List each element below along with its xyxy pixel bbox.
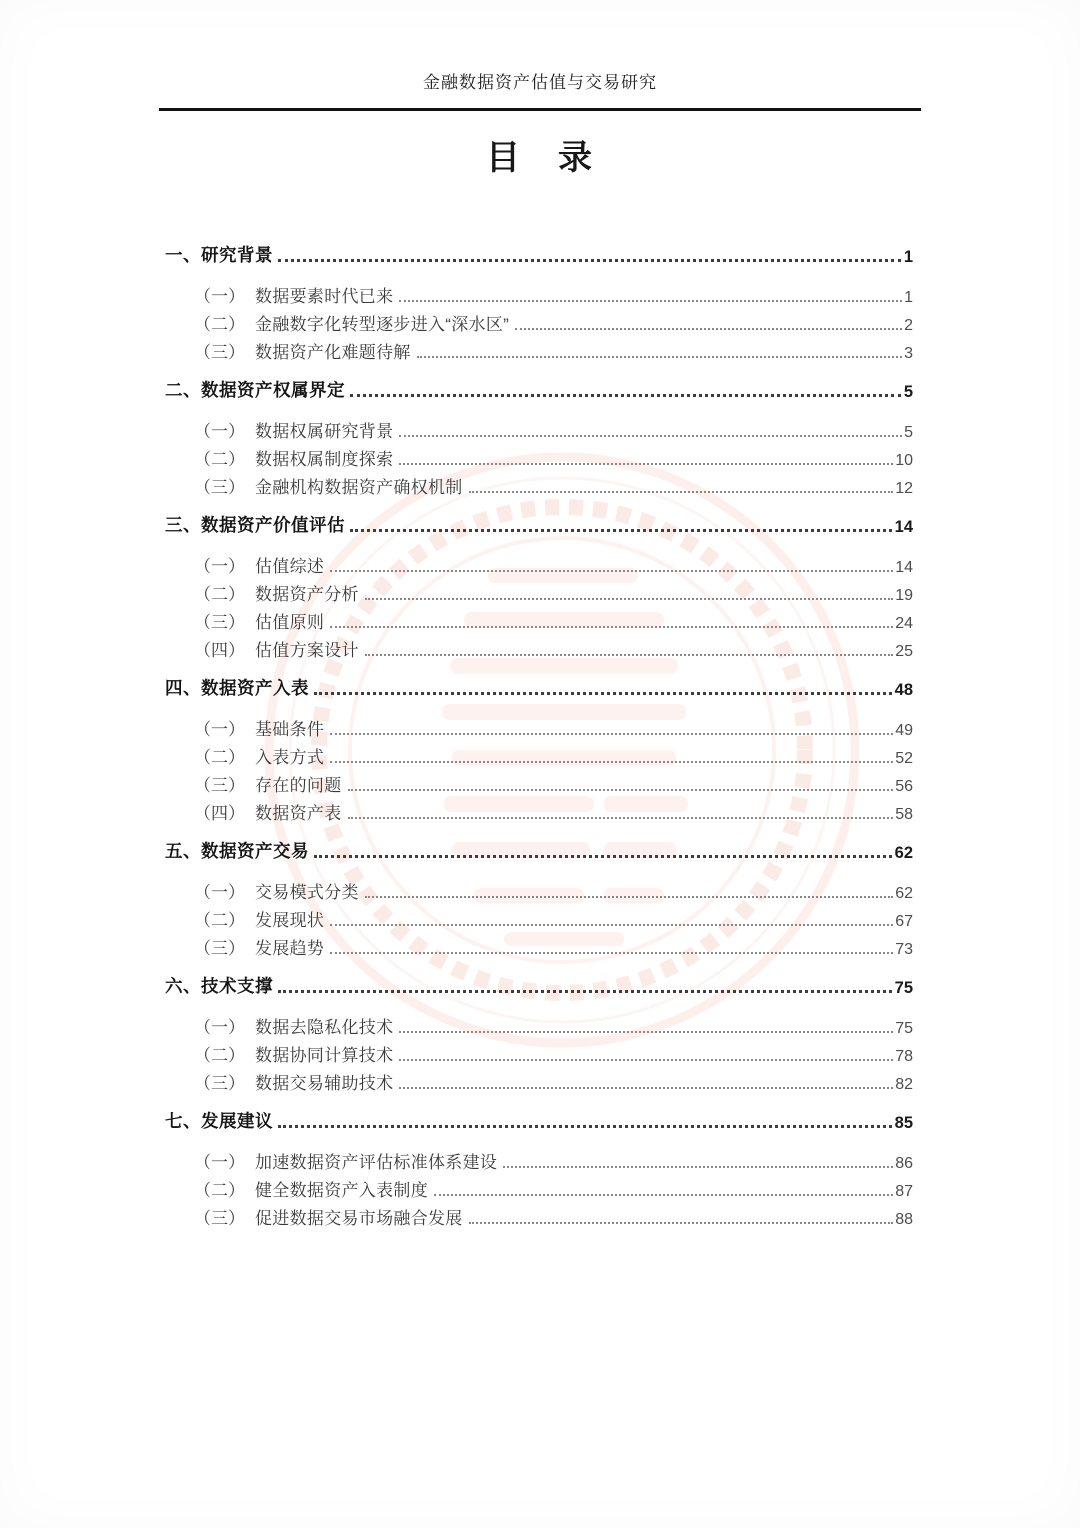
toc-item-page-number: 12: [895, 479, 913, 497]
toc-section-page-number: 62: [894, 843, 913, 862]
dot-leader: [399, 1087, 893, 1089]
toc-item-row: [165, 577, 913, 605]
toc-section-label: 三、数据资产价值评估: [165, 514, 345, 535]
toc-section-label: 一、研究背景: [165, 244, 273, 265]
toc-item-label: 金融机构数据资产确权机制: [255, 477, 463, 497]
toc-item-row: [165, 768, 913, 796]
toc-item-marker: （三）: [194, 612, 245, 632]
toc-item-row: [165, 1201, 913, 1229]
toc-section-items: [165, 1145, 913, 1229]
toc-item-row: [165, 549, 913, 577]
toc-section-heading-row: [165, 509, 913, 537]
toc-section: [165, 374, 913, 498]
toc-item-page-number: 56: [895, 777, 913, 795]
toc-item-label: 数据交易辅助技术: [255, 1073, 394, 1093]
dot-leader: [365, 896, 893, 898]
dot-leader: [314, 855, 892, 858]
toc-section-page-number: 48: [894, 680, 913, 699]
toc-item-label: 发展趋势: [255, 938, 325, 958]
toc-item-page-number: 75: [895, 1019, 913, 1037]
dot-leader: [278, 990, 892, 993]
toc-section-items: [165, 414, 913, 498]
dot-leader: [330, 952, 893, 954]
dot-leader: [350, 394, 901, 397]
toc-item-page-number: 49: [895, 721, 913, 739]
toc-item-page-number: 5: [904, 423, 913, 441]
toc-item-row: [165, 740, 913, 768]
toc-item-label: 估值综述: [255, 556, 325, 576]
toc-section-page-number: 14: [894, 517, 913, 536]
toc-item-label: 交易模式分类: [255, 882, 359, 902]
dot-leader: [330, 733, 893, 735]
toc-item-row: [165, 875, 913, 903]
dot-leader: [399, 1059, 893, 1061]
toc-item-row: [165, 903, 913, 931]
toc-item-marker: （四）: [194, 640, 245, 660]
toc-item-marker: （二）: [194, 910, 245, 930]
toc-item-row: [165, 442, 913, 470]
toc-item-row: [165, 279, 913, 307]
dot-leader: [350, 529, 892, 532]
toc-section-label: 二、数据资产权属界定: [165, 379, 345, 400]
toc-item-marker: （二）: [194, 584, 245, 604]
toc-item-marker: （一）: [194, 882, 245, 902]
toc-item-marker: （三）: [194, 1208, 245, 1228]
toc-section: [165, 835, 913, 959]
dot-leader: [399, 300, 902, 302]
toc-item-row: [165, 605, 913, 633]
toc-item-row: [165, 307, 913, 335]
toc-item-label: 估值原则: [255, 612, 325, 632]
toc-item-label: 数据资产化难题待解: [255, 342, 411, 362]
running-header-title: 金融数据资产估值与交易研究: [423, 73, 657, 92]
toc-item-label: 入表方式: [255, 747, 325, 767]
dot-leader: [330, 570, 893, 572]
dot-leader: [365, 654, 893, 656]
toc-item-label: 数据权属制度探索: [255, 449, 394, 469]
toc-section: [165, 672, 913, 824]
toc-section-items: [165, 712, 913, 824]
toc-section-items: [165, 279, 913, 363]
toc-item-marker: （一）: [194, 556, 245, 576]
dot-leader: [399, 435, 902, 437]
toc-item-row: [165, 796, 913, 824]
dot-leader: [515, 328, 902, 330]
dot-leader: [399, 1031, 893, 1033]
toc-section: [165, 970, 913, 1094]
dot-leader: [348, 817, 894, 819]
toc-item-label: 加速数据资产评估标准体系建设: [255, 1152, 498, 1172]
toc-item-label: 数据协同计算技术: [255, 1045, 394, 1065]
toc-section: [165, 509, 913, 661]
toc-item-row: [165, 1010, 913, 1038]
toc-item-page-number: 58: [895, 805, 913, 823]
toc-item-label: 基础条件: [255, 719, 325, 739]
toc-item-marker: （四）: [194, 803, 245, 823]
toc-item-label: 数据权属研究背景: [255, 421, 394, 441]
toc-section-heading-row: [165, 835, 913, 863]
toc-item-label: 发展现状: [255, 910, 325, 930]
dot-leader: [469, 491, 894, 493]
toc-item-marker: （三）: [194, 938, 245, 958]
toc-section-label: 六、技术支撑: [165, 975, 273, 996]
toc-item-page-number: 82: [895, 1075, 913, 1093]
toc-item-row: [165, 712, 913, 740]
toc-item-page-number: 3: [904, 344, 913, 362]
table-of-contents: [165, 239, 913, 1229]
toc-section-heading-row: [165, 239, 913, 267]
toc-section-label: 五、数据资产交易: [165, 840, 309, 861]
toc-section: [165, 239, 913, 363]
toc-item-row: [165, 470, 913, 498]
dot-leader: [417, 356, 902, 358]
toc-item-page-number: 88: [895, 1210, 913, 1228]
dot-leader: [330, 626, 893, 628]
dot-leader: [314, 692, 892, 695]
toc-item-label: 存在的问题: [255, 775, 342, 795]
toc-item-label: 金融数字化转型逐步进入“深水区”: [255, 314, 510, 334]
toc-section-label: 四、数据资产入表: [165, 677, 309, 698]
toc-item-page-number: 78: [895, 1047, 913, 1065]
toc-section-page-number: 1: [903, 247, 913, 266]
toc-section-items: [165, 1010, 913, 1094]
toc-item-marker: （三）: [194, 477, 245, 497]
dot-leader: [278, 259, 901, 262]
toc-item-label: 估值方案设计: [255, 640, 359, 660]
toc-section-page-number: 85: [894, 1113, 913, 1132]
toc-item-marker: （三）: [194, 342, 245, 362]
toc-item-marker: （一）: [194, 1152, 245, 1172]
toc-section-label: 七、发展建议: [165, 1110, 273, 1131]
dot-leader: [348, 789, 894, 791]
toc-section-heading-row: [165, 374, 913, 402]
toc-section-heading-row: [165, 1105, 913, 1133]
toc-item-marker: （一）: [194, 1017, 245, 1037]
toc-item-page-number: 10: [895, 451, 913, 469]
toc-item-marker: （一）: [194, 719, 245, 739]
toc-item-page-number: 73: [895, 940, 913, 958]
toc-item-row: [165, 633, 913, 661]
toc-item-page-number: 19: [895, 586, 913, 604]
toc-item-page-number: 24: [895, 614, 913, 632]
toc-item-label: 健全数据资产入表制度: [255, 1180, 428, 1200]
toc-item-marker: （二）: [194, 449, 245, 469]
toc-item-label: 数据要素时代已来: [255, 286, 394, 306]
dot-leader: [469, 1222, 894, 1224]
toc-item-marker: （二）: [194, 1045, 245, 1065]
toc-item-row: [165, 335, 913, 363]
toc-item-marker: （一）: [194, 286, 245, 306]
toc-item-page-number: 1: [904, 288, 913, 306]
toc-section-items: [165, 875, 913, 959]
toc-item-page-number: 67: [895, 912, 913, 930]
toc-page-title: 目 录: [486, 138, 594, 177]
toc-section-page-number: 5: [903, 382, 913, 401]
toc-item-marker: （二）: [194, 747, 245, 767]
toc-item-page-number: 25: [895, 642, 913, 660]
dot-leader: [365, 598, 893, 600]
dot-leader: [399, 463, 893, 465]
dot-leader: [503, 1166, 893, 1168]
toc-item-row: [165, 1038, 913, 1066]
toc-item-row: [165, 1173, 913, 1201]
toc-item-marker: （二）: [194, 1180, 245, 1200]
dot-leader: [278, 1125, 892, 1128]
toc-item-row: [165, 931, 913, 959]
dot-leader: [434, 1194, 893, 1196]
toc-item-label: 数据去隐私化技术: [255, 1017, 394, 1037]
toc-item-page-number: 14: [895, 558, 913, 576]
toc-item-label: 数据资产分析: [255, 584, 359, 604]
toc-item-page-number: 87: [895, 1182, 913, 1200]
header-rule: [159, 108, 921, 111]
toc-section-heading-row: [165, 672, 913, 700]
toc-item-row: [165, 1066, 913, 1094]
toc-item-row: [165, 1145, 913, 1173]
toc-item-page-number: 52: [895, 749, 913, 767]
toc-item-marker: （三）: [194, 775, 245, 795]
toc-section: [165, 1105, 913, 1229]
toc-item-marker: （二）: [194, 314, 245, 334]
toc-item-label: 数据资产表: [255, 803, 342, 823]
toc-item-page-number: 2: [904, 316, 913, 334]
toc-section-page-number: 75: [894, 978, 913, 997]
toc-item-row: [165, 414, 913, 442]
toc-item-marker: （三）: [194, 1073, 245, 1093]
toc-section-heading-row: [165, 970, 913, 998]
toc-item-label: 促进数据交易市场融合发展: [255, 1208, 463, 1228]
dot-leader: [330, 924, 893, 926]
toc-item-page-number: 62: [895, 884, 913, 902]
dot-leader: [330, 761, 893, 763]
toc-item-marker: （一）: [194, 421, 245, 441]
toc-section-items: [165, 549, 913, 661]
toc-item-page-number: 86: [895, 1154, 913, 1172]
